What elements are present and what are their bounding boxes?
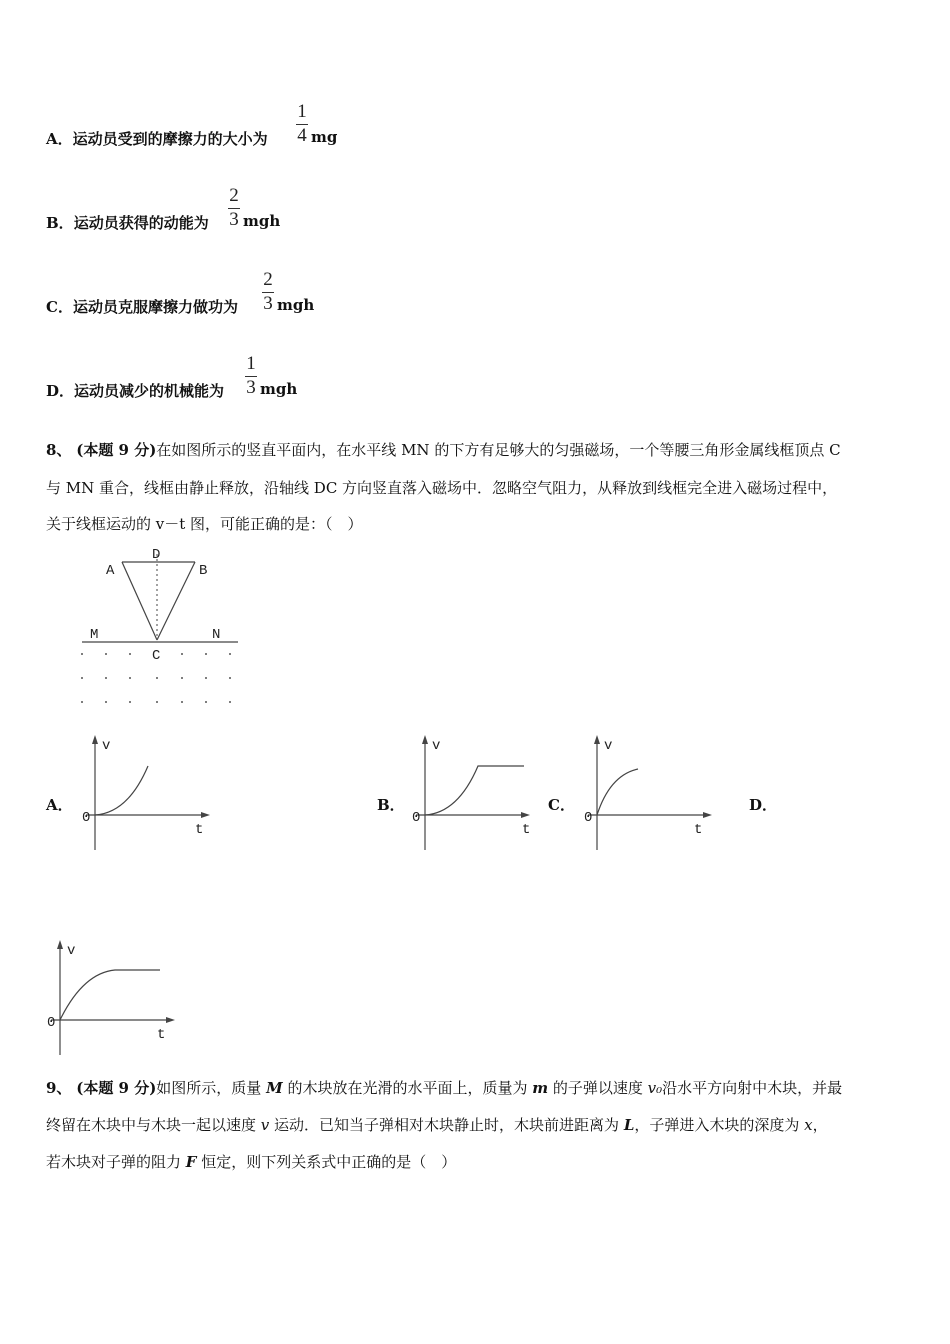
origin-label: 0 bbox=[47, 1015, 56, 1031]
fraction-denominator: 3 bbox=[246, 377, 256, 398]
vt-graph-b bbox=[408, 733, 538, 853]
vt-graph-d bbox=[43, 938, 183, 1058]
option-b: B．运动员获得的动能为 bbox=[46, 214, 209, 232]
question-8-line-1: 8、 (本题 9 分)在如图所示的竖直平面内，在水平线 MN 的下方有足够大的匀强磁场，一个等腰三角形金属线框顶点 C bbox=[46, 441, 841, 459]
axis-v-label: v bbox=[102, 738, 111, 754]
question-9-line-1: 9、 (本题 9 分)如图所示，质量 M 的木块放在光滑的水平面上，质量为 m 的子弹以速度 v₀沿水平方向射中木块，并最 bbox=[46, 1079, 843, 1097]
origin-label: 0 bbox=[584, 810, 593, 826]
label-c: C bbox=[152, 648, 161, 664]
option-d: D．运动员减少的机械能为 bbox=[46, 382, 225, 400]
label-a: A bbox=[106, 563, 115, 579]
question-9-line-3: 若木块对子弹的阻力 F 恒定，则下列关系式中正确的是（ ） bbox=[46, 1153, 457, 1171]
graph-option-a-label: A． bbox=[46, 796, 73, 814]
origin-label: 0 bbox=[412, 810, 421, 826]
curve-decelerating-then-constant bbox=[60, 970, 160, 1020]
option-a-unit: mg bbox=[311, 128, 338, 146]
triangle-side-bc bbox=[157, 562, 195, 640]
option-a: A．运动员受到的摩擦力的大小为 bbox=[46, 130, 268, 148]
fraction-denominator: 3 bbox=[229, 209, 239, 230]
fraction-numerator: 1 bbox=[297, 101, 307, 122]
axis-t-label: t bbox=[522, 822, 531, 838]
triangle-side-ac bbox=[122, 562, 157, 640]
graph-option-b-label: B． bbox=[377, 796, 405, 814]
curve-accelerating-then-constant bbox=[425, 766, 524, 815]
fraction-numerator: 2 bbox=[229, 185, 239, 206]
label-n: N bbox=[212, 627, 221, 643]
label-m: M bbox=[90, 627, 99, 643]
fraction-numerator: 2 bbox=[263, 269, 273, 290]
option-d-unit: mgh bbox=[260, 380, 298, 398]
question-8-line-3: 关于线框运动的 v－t 图，可能正确的是：（ ） bbox=[46, 515, 363, 533]
label-b: B bbox=[199, 563, 208, 579]
axis-t-label: t bbox=[195, 822, 204, 838]
axis-t-label: t bbox=[694, 822, 703, 838]
vt-graph-a bbox=[78, 733, 218, 853]
label-d: D bbox=[152, 547, 161, 563]
axis-v-label: v bbox=[604, 738, 613, 754]
graph-option-d-label: D． bbox=[749, 796, 778, 814]
question-9-line-2: 终留在木块中与木块一起以速度 v 运动．已知当子弹相对木块静止时，木块前进距离为 L，子弹进入木块的深度为 x， bbox=[46, 1116, 828, 1134]
question-8-line-2: 与 MN 重合，线框由静止释放，沿轴线 DC 方向竖直落入磁场中．忽略空气阻力，从释放到线框完全进入磁场过程中， bbox=[46, 479, 838, 497]
axis-t-label: t bbox=[157, 1027, 166, 1043]
option-b-unit: mgh bbox=[243, 212, 281, 230]
fraction-numerator: 1 bbox=[246, 353, 256, 374]
option-c: C．运动员克服摩擦力做功为 bbox=[46, 298, 238, 316]
axis-v-label: v bbox=[67, 943, 76, 959]
curve-decelerating-growth bbox=[597, 769, 638, 815]
fraction-denominator: 4 bbox=[297, 125, 307, 146]
curve-accelerating bbox=[95, 766, 148, 815]
axis-v-label: v bbox=[432, 738, 441, 754]
origin-label: 0 bbox=[82, 810, 91, 826]
option-c-unit: mgh bbox=[277, 296, 315, 314]
triangle-frame-figure bbox=[70, 540, 250, 710]
fraction-denominator: 3 bbox=[263, 293, 273, 314]
graph-option-c-label: C． bbox=[548, 796, 575, 814]
vt-graph-c bbox=[580, 733, 720, 853]
